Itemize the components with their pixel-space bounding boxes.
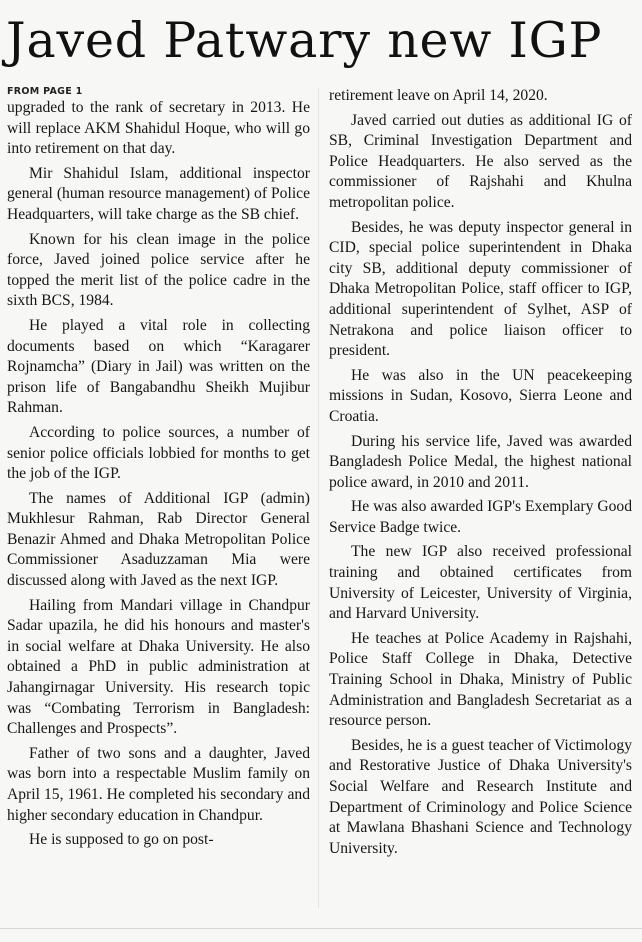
paragraph: He played a vital role in collecting documents based on which “Karagarer Rojnamcha” (Diary in Jail) was written on the prison life of Bangabandhu Sheikh Mujibur Rahman. xyxy=(7,316,310,417)
paragraph: He is supposed to go on post- xyxy=(29,831,214,849)
paragraph: Javed carried out duties as additional IG of SB, Criminal Investigation Department and Police Headquarters. He also served as the commissioner of Rajshahi and Khulna metropolitan police. xyxy=(329,111,632,211)
continuation-kicker: FROM PAGE 1 xyxy=(7,86,83,97)
paragraph: The new IGP also received professional training and obtained certificates from University of Leicester, University of Virginia, and Harvard University. xyxy=(329,543,632,623)
paragraph: The names of Additional IGP (admin) Mukhlesur Rahman, Rab Director General Benazir Ahmed and Dhaka Metropolitan Police Commissioner Asaduzzaman Mia were discussed along with Javed as the next IGP. xyxy=(7,489,310,590)
bottom-rule xyxy=(0,928,642,929)
paragraph: He was also awarded IGP's Exemplary Good Service Badge twice. xyxy=(329,498,632,536)
paragraph: retirement leave on April 14, 2020. xyxy=(329,87,548,104)
paragraph: Besides, he was deputy inspector general in CID, special police superintendent in Dhaka city SB, additional deputy commissioner of Dhaka Metropolitan Police, staff officer to IGP, additional superintendent of Sylhet, ASP of Netrakona and police liaison officer to president. xyxy=(329,218,632,360)
paragraph: upgraded to the rank of secretary in 2013. He will replace AKM Shahidul Hoque, who will go into retirement on that day. xyxy=(7,99,310,158)
column-gutter xyxy=(318,88,319,908)
paragraph: Known for his clean image in the police force, Javed joined police service after he topped the merit list of the police cadre in the sixth BCS, 1984. xyxy=(7,230,310,310)
article-headline: Javed Patwary new IGP xyxy=(6,12,603,69)
paragraph: Mir Shahidul Islam, additional inspector general (human resource management) of Police Headquarters, will take charge as the SB chief. xyxy=(7,164,310,223)
paragraph: Father of two sons and a daughter, Javed was born into a respectable Muslim family on April 15, 1961. He completed his secondary and higher secondary education in Chandpur. xyxy=(7,744,310,824)
paragraph: According to police sources, a number of senior police officials lobbied for months to get the job of the IGP. xyxy=(7,423,310,483)
article-column-right xyxy=(329,86,632,863)
paragraph: He teaches at Police Academy in Rajshahi, Police Staff College in Dhaka, Detective Training School in Dhaka, Ministry of Public Administration and Bangladesh Secretariat as a resource person. xyxy=(329,629,632,730)
paragraph: During his service life, Javed was awarded Bangladesh Police Medal, the highest national police award, in 2010 and 2011. xyxy=(329,432,632,491)
paragraph: Besides, he is a guest teacher of Victimology and Restorative Justice of Dhaka University's Social Welfare and Research Institute and Department of Criminology and Police Science at Mawlana Bhashani Science and Technology University. xyxy=(329,736,632,857)
article-column-left xyxy=(7,86,310,855)
paragraph: He was also in the UN peacekeeping missions in Sudan, Kosovo, Sierra Leone and Croatia. xyxy=(329,366,632,425)
paragraph: Hailing from Mandari village in Chandpur Sadar upazila, he did his honours and master's in social welfare at Dhaka University. He also obtained a PhD in public administration at Jahangirnagar University. His research topic was “Combating Terrorism in Bangladesh: Challenges and Prospects”. xyxy=(7,596,310,738)
